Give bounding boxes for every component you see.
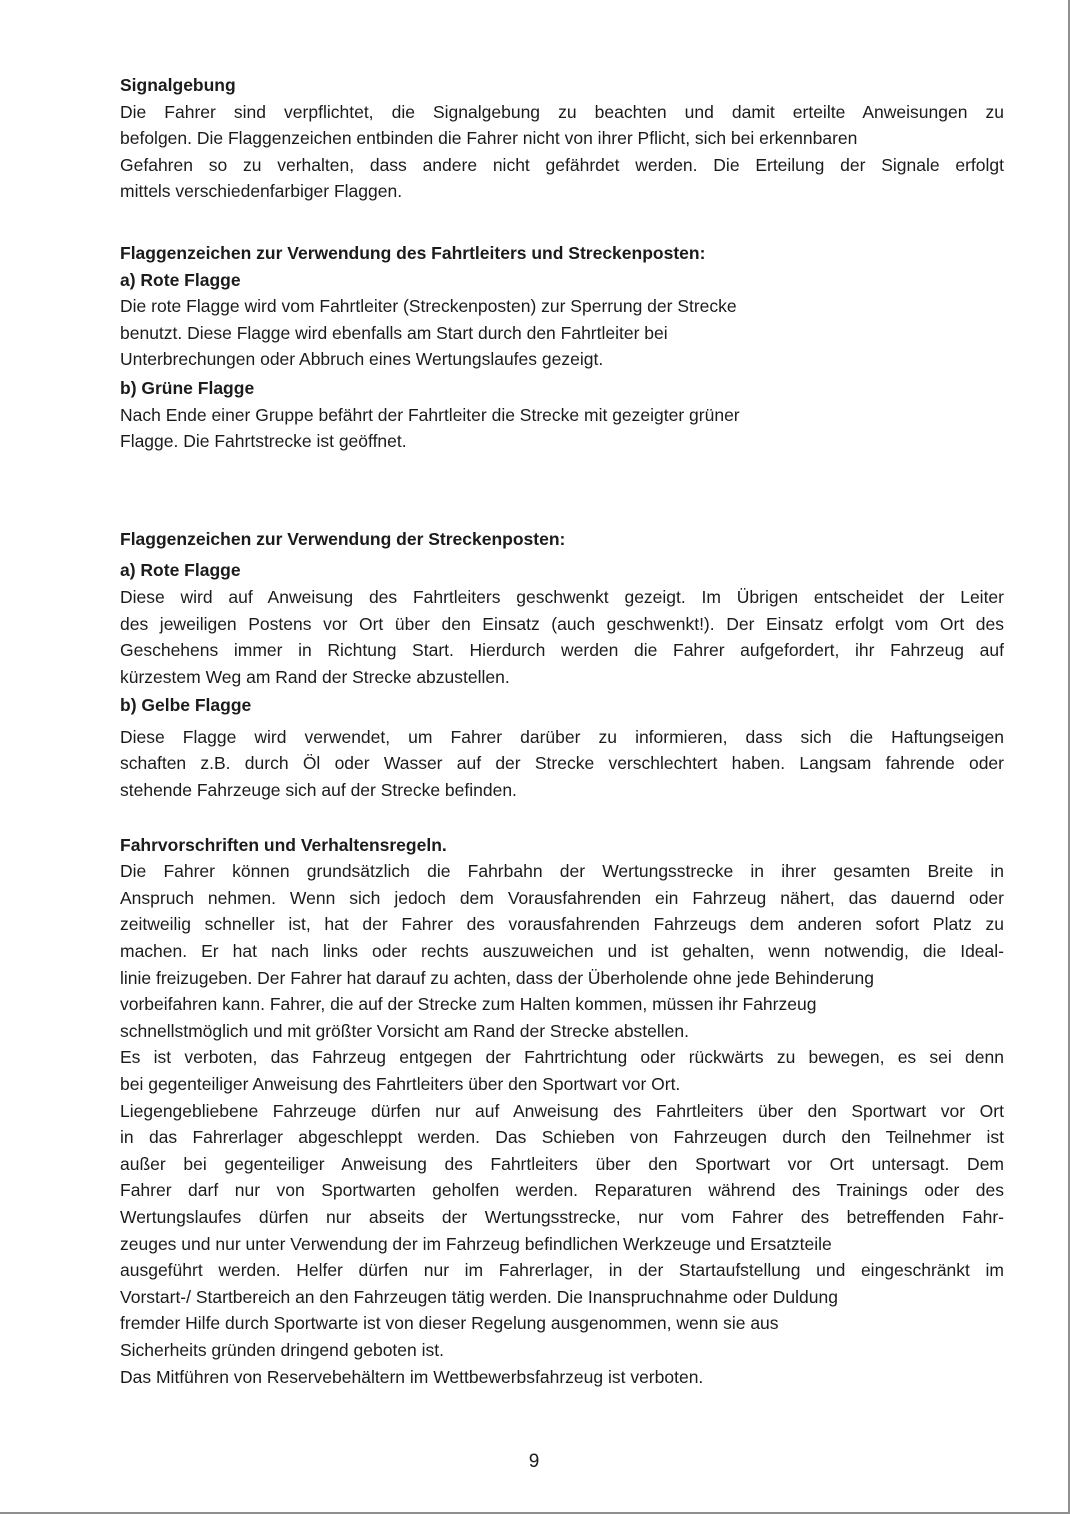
section-heading-signalgebung: Signalgebung — [120, 75, 236, 95]
text-line: Die rote Flagge wird vom Fahrtleiter (Streckenposten) zur Sperrung der Strecke — [120, 296, 737, 317]
text-line: Unterbrechungen oder Abbruch eines Wertungslaufes gezeigt. — [120, 349, 604, 370]
text-line: bei gegenteiliger Anweisung des Fahrtleiters über den Sportwart vor Ort. — [120, 1074, 681, 1094]
text-line: Flagge. Die Fahrtstrecke ist geöffnet. — [120, 431, 407, 452]
text-line: vorbeifahren kann. Fahrer, die auf der Strecke zum Halten kommen, müssen ihr Fahrzeug — [120, 994, 817, 1015]
text-line: Fahrer darf nur von Sportwarten geholfen werden. Reparaturen während des Trainings oder des — [120, 1180, 1004, 1201]
subsection-heading-rote-flagge: a) Rote Flagge — [120, 269, 241, 290]
section-heading-flaggenzeichen-fahrtleiter: Flaggenzeichen zur Verwendung des Fahrtleiters und Streckenposten: — [120, 242, 706, 263]
text-line: Liegengebliebene Fahrzeuge dürfen nur auf Anweisung des Fahrtleiters über den Sportwart vor Ort — [120, 1100, 1004, 1121]
text-line: Es ist verboten, das Fahrzeug entgegen der Fahrtrichtung oder rückwärts zu bewegen, es sei denn — [120, 1047, 1004, 1068]
text-line: linie freizugeben. Der Fahrer hat darauf zu achten, dass der Überholende ohne jede Behinderung — [120, 967, 874, 988]
subsection-heading-gruene-flagge: b) Grüne Flagge — [120, 377, 255, 398]
text-line: schaften z.B. durch Öl oder Wasser auf der Strecke verschlechtert haben. Langsam fahrende oder — [120, 753, 1004, 774]
text-line: zeitweilig schneller ist, hat der Fahrer des vorausfahrenden Fahrzeugs dem anderen sofort Platz zu — [120, 914, 1004, 935]
text-line: Nach Ende einer Gruppe befährt der Fahrtleiter die Strecke mit gezeigter grüner — [120, 404, 740, 425]
text-line: befolgen. Die Flaggenzeichen entbinden die Fahrer nicht von ihrer Pflicht, sich bei erkennbaren — [120, 128, 858, 149]
text-line: Sicherheits gründen dringend geboten ist. — [120, 1339, 444, 1360]
subsection-heading-gelbe-flagge: b) Gelbe Flagge — [120, 695, 252, 716]
text-line: Die Fahrer sind verpflichtet, die Signalgebung zu beachten und damit erteilte Anweisungen zu — [120, 101, 1004, 122]
text-line: Geschehens immer in Richtung Start. Hierdurch werden die Fahrer aufgefordert, ihr Fahrzeug auf — [120, 640, 1004, 661]
subsection-heading-rote-flagge: a) Rote Flagge — [120, 560, 241, 581]
text-line: mittels verschiedenfarbiger Flaggen. — [120, 181, 403, 202]
page-number: 9 — [528, 1451, 540, 1472]
text-line: schnellstmöglich und mit größter Vorsicht am Rand der Strecke abstellen. — [120, 1020, 690, 1041]
text-line: Vorstart-/ Startbereich an den Fahrzeugen tätig werden. Die Inanspruchnahme oder Duldung — [120, 1286, 838, 1307]
text-line: ausgeführt werden. Helfer dürfen nur im Fahrerlager, in der Startaufstellung und eingeschränkt im — [120, 1260, 1004, 1281]
text-line: machen. Er hat nach links oder rechts auszuweichen und ist gehalten, wenn notwendig, die Ideal- — [120, 941, 1004, 962]
text-line: Gefahren so zu verhalten, dass andere nicht gefährdet werden. Die Erteilung der Signale erfolgt — [120, 154, 1004, 175]
text-line: Wertungslaufes dürfen nur abseits der Wertungsstrecke, nur vom Fahrer des betreffenden Fahr- — [120, 1206, 1004, 1227]
text-line: in das Fahrerlager abgeschleppt werden. Das Schieben von Fahrzeugen durch den Teilnehmer ist — [120, 1127, 1004, 1148]
text-line: zeuges und nur unter Verwendung der im Fahrzeug befindlichen Werkzeuge und Ersatzteile — [120, 1233, 832, 1254]
text-line: Die Fahrer können grundsätzlich die Fahrbahn der Wertungsstrecke in ihrer gesamten Breite in — [120, 861, 1004, 882]
text-line: Das Mitführen von Reservebehältern im Wettbewerbsfahrzeug ist verboten. — [120, 1366, 704, 1387]
text-line: Diese wird auf Anweisung des Fahrtleiters geschwenkt gezeigt. Im Übrigen entscheidet der Leiter — [120, 586, 1004, 607]
section-heading-flaggenzeichen-streckenposten: Flaggenzeichen zur Verwendung der Streckenposten: — [120, 528, 566, 549]
text-line: Diese Flagge wird verwendet, um Fahrer darüber zu informieren, dass sich die Haftungseigen — [120, 726, 1004, 747]
document-content — [120, 72, 1004, 1390]
text-line: benutzt. Diese Flagge wird ebenfalls am Start durch den Fahrtleiter bei — [120, 322, 668, 343]
text-line: stehende Fahrzeuge sich auf der Strecke befinden. — [120, 780, 517, 801]
text-line: des jeweiligen Postens vor Ort über den Einsatz (auch geschwenkt!). Der Einsatz erfolgt vom Ort des — [120, 613, 1004, 634]
text-line: außer bei gegenteiliger Anweisung des Fahrtleiters über den Sportwart vor Ort untersagt. Dem — [120, 1153, 1004, 1174]
section-heading-fahrvorschriften: Fahrvorschriften und Verhaltensregeln. — [120, 834, 447, 855]
text-line: fremder Hilfe durch Sportwarte ist von dieser Regelung ausgenommen, wenn sie aus — [120, 1313, 779, 1334]
text-line: Anspruch nehmen. Wenn sich jedoch dem Vorausfahrenden ein Fahrzeug nähert, das dauernd oder — [120, 887, 1004, 908]
text-line: kürzestem Weg am Rand der Strecke abzustellen. — [120, 666, 510, 687]
